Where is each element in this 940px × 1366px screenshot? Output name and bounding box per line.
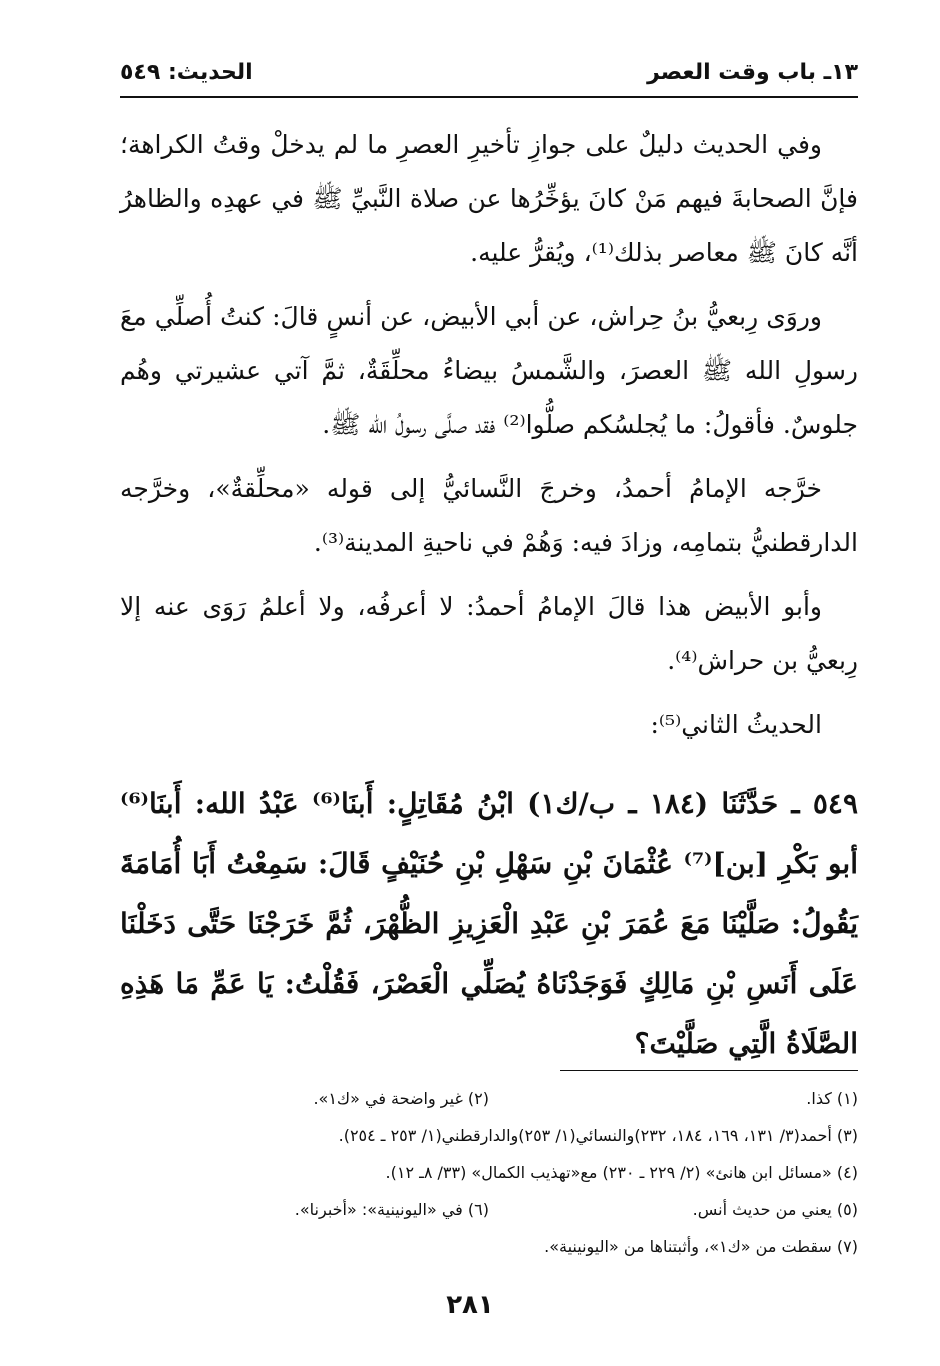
chapter-title: ١٣ـ باب وقت العصر [647,59,858,85]
footnotes [120,1080,858,1265]
footnote: (٤) «مسائل ابن هانئ» (٢/ ٢٢٩ ـ ٢٣٠) مع«تهذيب الكمال» (٣٣/ ٨ـ ١٢). [385,1163,858,1182]
main-text [120,118,858,1084]
running-header [120,50,858,94]
page-number: ٢٨١ [446,1290,494,1320]
hadith-reference: الحديث: ٥٤٩ [120,59,253,85]
footnote: (٣) أحمد(٣/ ١٣١، ١٦٩، ١٨٤، ٢٣٢)والنسائي(١/ ٢٥٣)والدارقطني(١/ ٢٥٣ ـ ٢٥٤). [338,1126,858,1145]
paragraph: وروَى رِبعيُّ بنُ حِراش، عن أبي الأبيض، عن أنسٍ قالَ: كنتُ أُصلِّي معَ رسولِ الله ﷺ العصرَ، والشَّمسُ بيضاءُ محلِّقَةٌ، ثمَّ آتي عشيرتي وهُم جلوسٌ. فأقولُ: ما يُجلسُكم صلُّوا⁽²⁾ فقد صلَّى رسولُ الله ﷺ. [120,302,858,439]
footnote: (٢) غير واضحة في «ك١». [313,1089,489,1108]
footnote-divider [560,1070,858,1071]
footnote: (٥) يعني من حديث أنس. [692,1200,858,1219]
section-heading: الحديثُ الثاني⁽⁵⁾: [650,710,822,739]
paragraph: وفي الحديث دليلٌ على جوازِ تأخيرِ العصرِ ما لم يدخلْ وقتُ الكراهة؛ فإنَّ الصحابةَ فيهم مَنْ كانَ يؤخِّرُها عن صلاة النَّبيِّ ﷺ في عهدِه والظاهرُ أنَّه كانَ ﷺ معاصر بذلك⁽¹⁾، ويُقرُّ عليه. [120,130,858,267]
footnote: (٧) سقطت من «ك١»، وأثبتناها من «اليونينية». [544,1237,858,1256]
paragraph: وأبو الأبيض هذا قالَ الإمامُ أحمدُ: لا أعرفُه، ولا أعلمُ رَوَى عنه إلا رِبعيُّ بن حراش⁽⁴⁾. [120,592,858,675]
paragraph: خرَّجه الإمامُ أحمدُ، وخرجَ النَّسائيُّ إلى قوله «محلِّقةٌ»، وخرَّجه الدارقطنيُّ بتمامِه، وزادَ فيه: وَهُمْ في ناحيةِ المدينة⁽³⁾. [120,474,858,557]
footnote: (١) كذا. [806,1089,858,1108]
footnote: (٦) في «اليونينية»: «أخبرنا». [294,1200,489,1219]
hadith-text: ٥٤٩ ـ حَدَّثَنَا (١٨٤ ـ ب/ك١) ابْنُ مُقَاتِلٍ: أَبنَا⁽⁶⁾ عَبْدُ الله: أَبنَا⁽⁶⁾ أبو بَكْرِ [بن]⁽⁷⁾ عُثْمَانَ بْنِ سَهْلِ بْنِ حُنَيْفٍ قَالَ: سَمِعْتُ أَبَا أُمَامَةَ يَقُولُ: صَلَّيْنَا مَعَ عُمَرَ بْنِ عَبْدِ الْعَزِيزِ الظُّهْرَ، ثُمَّ خَرَجْنَا حَتَّى دَخَلْنَا عَلَى أَنَسِ بْنِ مَالِكٍ فَوَجَدْنَاهُ يُصَلِّي الْعَصْرَ، فَقُلْتُ: يَا عَمِّ مَا هَذِهِ الصَّلَاةُ الَّتِي صَلَّيْتَ؟ [120,787,858,1060]
header-divider [120,96,858,98]
